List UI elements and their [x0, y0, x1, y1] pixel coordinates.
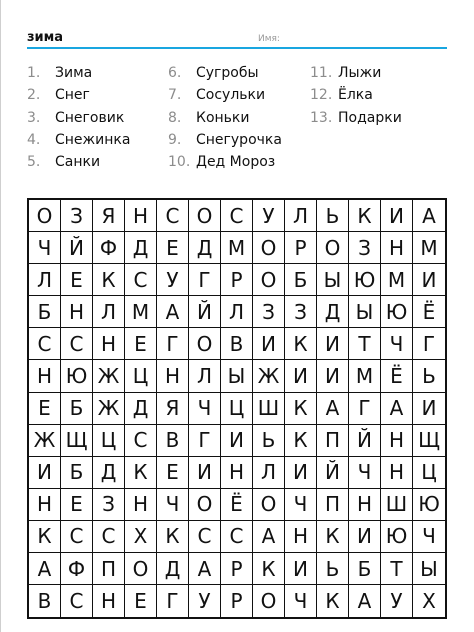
- grid-cell[interactable]: Щ: [61, 425, 93, 457]
- grid-cell[interactable]: А: [253, 521, 285, 553]
- grid-cell[interactable]: Ь: [253, 425, 285, 457]
- grid-cell[interactable]: Ч: [285, 489, 317, 521]
- grid-cell[interactable]: Н: [381, 425, 413, 457]
- grid-cell[interactable]: Й: [61, 232, 93, 264]
- grid-cell[interactable]: К: [317, 585, 349, 617]
- grid-cell[interactable]: Н: [157, 360, 189, 392]
- grid-cell[interactable]: Е: [157, 232, 189, 264]
- grid-cell[interactable]: Ё: [413, 296, 445, 328]
- word-item: 12. Ёлка: [310, 87, 373, 104]
- grid-cell[interactable]: О: [189, 200, 221, 232]
- grid-cell[interactable]: И: [253, 328, 285, 360]
- grid-cell[interactable]: А: [381, 393, 413, 425]
- grid-cell[interactable]: Е: [29, 393, 61, 425]
- grid-cell[interactable]: С: [125, 425, 157, 457]
- grid-cell[interactable]: М: [221, 232, 253, 264]
- grid-cell[interactable]: К: [93, 264, 125, 296]
- grid-cell[interactable]: Д: [125, 393, 157, 425]
- grid-cell[interactable]: Р: [221, 585, 253, 617]
- grid-cell[interactable]: Р: [285, 232, 317, 264]
- grid-cell[interactable]: Н: [349, 489, 381, 521]
- grid-cell[interactable]: Х: [422, 589, 436, 614]
- grid-cell[interactable]: Н: [285, 521, 317, 553]
- grid-cell[interactable]: Н: [93, 328, 125, 360]
- grid-cell[interactable]: Г: [349, 393, 381, 425]
- grid-cell[interactable]: У: [157, 264, 189, 296]
- grid-cell[interactable]: Т: [381, 553, 413, 585]
- grid-cell[interactable]: З: [285, 296, 317, 328]
- grid-cell[interactable]: О: [29, 200, 61, 232]
- grid-cell[interactable]: Е: [125, 585, 157, 617]
- grid-cell[interactable]: П: [93, 553, 125, 585]
- grid-cell[interactable]: А: [317, 393, 349, 425]
- grid-cell[interactable]: Я: [157, 393, 189, 425]
- grid-cell[interactable]: А: [157, 296, 189, 328]
- grid-cell[interactable]: М: [413, 232, 445, 264]
- grid-cell[interactable]: А: [189, 553, 221, 585]
- grid-cell[interactable]: К: [285, 425, 317, 457]
- grid-cell[interactable]: Ц: [413, 457, 445, 489]
- word-item: 6. Сугробы: [168, 65, 259, 81]
- word-list-column-3: [310, 62, 402, 129]
- grid-cell[interactable]: М: [381, 264, 413, 296]
- word-item: 11. Лыжи: [310, 65, 382, 81]
- grid-cell[interactable]: А: [413, 200, 445, 232]
- grid-cell[interactable]: Ю: [381, 521, 413, 553]
- grid-cell[interactable]: К: [157, 521, 189, 553]
- grid-cell[interactable]: Т: [349, 328, 381, 360]
- grid-cell[interactable]: Й: [189, 296, 221, 328]
- grid-cell[interactable]: О: [125, 553, 157, 585]
- grid-cell[interactable]: С: [221, 521, 253, 553]
- grid-cell[interactable]: И: [285, 457, 317, 489]
- grid-cell[interactable]: К: [285, 328, 317, 360]
- grid-cell[interactable]: Ч: [413, 521, 445, 553]
- grid-cell[interactable]: С: [61, 521, 93, 553]
- word-item: 10. Дед Мороз: [168, 154, 276, 171]
- grid-cell[interactable]: Ь: [317, 200, 349, 232]
- grid-cell[interactable]: И: [317, 328, 349, 360]
- grid-cell[interactable]: Й: [317, 457, 349, 489]
- grid-cell[interactable]: Ю: [413, 489, 445, 521]
- word-item: 5. Санки: [27, 154, 101, 171]
- grid-cell[interactable]: С: [221, 200, 253, 232]
- grid-cell[interactable]: Ш: [253, 393, 285, 425]
- grid-cell[interactable]: Ь: [317, 553, 349, 585]
- grid-cell[interactable]: Е: [157, 457, 189, 489]
- grid-cell[interactable]: Ж: [29, 425, 61, 457]
- word-item: 1. Зима: [27, 65, 93, 81]
- grid-cell[interactable]: Н: [29, 489, 61, 521]
- name-field-label: Имя:: [258, 34, 280, 44]
- grid-cell[interactable]: Д: [317, 296, 349, 328]
- grid-cell[interactable]: К: [29, 521, 61, 553]
- grid-cell[interactable]: И: [285, 553, 317, 585]
- word-list-column-2: [168, 62, 282, 173]
- grid-cell[interactable]: Ю: [349, 264, 381, 296]
- grid-cell[interactable]: Г: [189, 425, 221, 457]
- grid-cell[interactable]: Г: [189, 264, 221, 296]
- grid-cell[interactable]: И: [285, 360, 317, 392]
- page-edge: [0, 0, 1, 632]
- grid-cell[interactable]: В: [29, 585, 61, 617]
- grid-cell[interactable]: Ж: [93, 393, 125, 425]
- grid-cell[interactable]: Л: [285, 200, 317, 232]
- grid-cell[interactable]: Б: [285, 264, 317, 296]
- grid-cell[interactable]: Б: [29, 296, 61, 328]
- grid-cell[interactable]: С: [157, 200, 189, 232]
- grid-cell[interactable]: Б: [61, 457, 93, 489]
- grid-cell[interactable]: Н: [221, 457, 253, 489]
- grid-cell[interactable]: Р: [221, 264, 253, 296]
- grid-cell[interactable]: Б: [61, 393, 93, 425]
- grid-cell[interactable]: И: [413, 393, 445, 425]
- grid-cell[interactable]: Д: [125, 232, 157, 264]
- word-list-column-1: [27, 62, 130, 173]
- grid-cell[interactable]: У: [253, 200, 285, 232]
- grid-cell[interactable]: У: [189, 585, 221, 617]
- word-item: 13. Подарки: [310, 109, 402, 126]
- grid-cell[interactable]: Й: [349, 425, 381, 457]
- grid-cell[interactable]: Н: [125, 200, 157, 232]
- grid-cell[interactable]: Г: [157, 328, 189, 360]
- grid-cell[interactable]: Г: [157, 585, 189, 617]
- worksheet-header: [27, 30, 447, 48]
- grid-cell[interactable]: Л: [221, 296, 253, 328]
- grid-cell[interactable]: Д: [157, 553, 189, 585]
- grid-cell[interactable]: М: [125, 296, 157, 328]
- grid-cell[interactable]: К: [253, 553, 285, 585]
- grid-cell[interactable]: Ы: [413, 553, 445, 585]
- grid-cell[interactable]: Б: [349, 553, 381, 585]
- grid-cell[interactable]: Д: [189, 232, 221, 264]
- grid-cell[interactable]: П: [317, 489, 349, 521]
- grid-cell[interactable]: Ч: [285, 585, 317, 617]
- grid-cell[interactable]: Ц: [125, 360, 157, 392]
- grid-cell[interactable]: Ж: [93, 360, 125, 392]
- word-list: [27, 62, 457, 182]
- grid-cell[interactable]: Ч: [381, 328, 413, 360]
- grid-cell[interactable]: Е: [61, 489, 93, 521]
- grid-cell[interactable]: О: [253, 264, 285, 296]
- grid-cell[interactable]: О: [189, 328, 221, 360]
- grid-cell[interactable]: Н: [381, 232, 413, 264]
- grid-cell[interactable]: Л: [29, 264, 61, 296]
- grid-cell[interactable]: Ь: [413, 360, 445, 392]
- word-item: 7. Сосульки: [168, 87, 266, 104]
- grid-cell[interactable]: Ю: [61, 360, 93, 392]
- grid-cell[interactable]: Л: [93, 296, 125, 328]
- grid-cell[interactable]: С: [29, 328, 61, 360]
- grid-cell[interactable]: А: [349, 585, 381, 617]
- grid-cell[interactable]: В: [221, 328, 253, 360]
- grid-cell[interactable]: П: [317, 425, 349, 457]
- grid-cell[interactable]: Ц: [93, 425, 125, 457]
- grid-cell[interactable]: Л: [189, 360, 221, 392]
- grid-cell[interactable]: К: [317, 521, 349, 553]
- grid-cell[interactable]: Н: [381, 457, 413, 489]
- grid-cell[interactable]: Н: [29, 360, 61, 392]
- grid-cell[interactable]: И: [349, 521, 381, 553]
- grid-cell[interactable]: Р: [221, 553, 253, 585]
- word-item: 9. Снегурочка: [168, 131, 282, 148]
- grid-cell[interactable]: Ё: [221, 489, 253, 521]
- grid-cell[interactable]: А: [29, 553, 61, 585]
- grid-cell[interactable]: Ч: [349, 457, 381, 489]
- grid-cell[interactable]: О: [253, 585, 285, 617]
- grid-cell[interactable]: С: [189, 521, 221, 553]
- grid-cell[interactable]: О: [253, 489, 285, 521]
- grid-cell[interactable]: О: [189, 489, 221, 521]
- grid-cell[interactable]: С: [61, 585, 93, 617]
- word-item: 3. Снеговик: [27, 109, 125, 126]
- grid-cell[interactable]: З: [61, 200, 93, 232]
- grid-cell[interactable]: М: [349, 360, 381, 392]
- worksheet-title: зима: [27, 30, 64, 45]
- grid-cell[interactable]: Щ: [413, 425, 445, 457]
- grid-cell[interactable]: К: [125, 457, 157, 489]
- grid-cell[interactable]: И: [221, 425, 253, 457]
- grid-cell[interactable]: Ф: [61, 553, 93, 585]
- word-item: 2. Снег: [27, 87, 90, 104]
- grid-cell[interactable]: Я: [93, 200, 125, 232]
- grid-cell[interactable]: Л: [253, 457, 285, 489]
- grid-cell[interactable]: К: [349, 200, 381, 232]
- grid-cell[interactable]: Ж: [253, 360, 285, 392]
- grid-cell[interactable]: Ц: [221, 393, 253, 425]
- grid-cell[interactable]: Ч: [29, 232, 61, 264]
- grid-cell[interactable]: Ы: [221, 360, 253, 392]
- grid-cell[interactable]: Ю: [381, 296, 413, 328]
- grid-cell[interactable]: С: [93, 521, 125, 553]
- grid-cell[interactable]: Ч: [157, 489, 189, 521]
- grid-cell[interactable]: Д: [93, 457, 125, 489]
- grid-cell[interactable]: И: [189, 457, 221, 489]
- grid-cell[interactable]: Ё: [381, 360, 413, 392]
- grid-cell[interactable]: Е: [61, 264, 93, 296]
- grid-cell[interactable]: Н: [93, 585, 125, 617]
- grid-cell[interactable]: У: [381, 585, 413, 617]
- word-item: 4. Снежинка: [27, 131, 131, 148]
- grid-cell[interactable]: С: [125, 264, 157, 296]
- grid-cell[interactable]: Ы: [317, 264, 349, 296]
- header-divider: [27, 47, 447, 49]
- grid-cell[interactable]: Х: [125, 521, 157, 553]
- grid-cell[interactable]: О: [253, 232, 285, 264]
- grid-cell[interactable]: К: [285, 393, 317, 425]
- word-item: 8. Коньки: [168, 109, 250, 126]
- grid-cell[interactable]: Г: [413, 328, 445, 360]
- grid-cell[interactable]: З: [253, 296, 285, 328]
- grid-cell[interactable]: Е: [125, 328, 157, 360]
- grid-cell[interactable]: З: [349, 232, 381, 264]
- grid-cell[interactable]: Ы: [349, 296, 381, 328]
- grid-cell[interactable]: Ш: [381, 489, 413, 521]
- grid-cell[interactable]: И: [29, 457, 61, 489]
- grid-cell[interactable]: И: [317, 360, 349, 392]
- grid-cell[interactable]: Н: [61, 296, 93, 328]
- word-search-grid: [27, 198, 447, 619]
- grid-cell[interactable]: Ч: [189, 393, 221, 425]
- grid-cell[interactable]: С: [61, 328, 93, 360]
- grid-cell[interactable]: И: [413, 264, 445, 296]
- grid-cell[interactable]: З: [93, 489, 125, 521]
- grid-cell[interactable]: И: [381, 200, 413, 232]
- grid-cell[interactable]: О: [317, 232, 349, 264]
- grid-cell[interactable]: Ф: [93, 232, 125, 264]
- grid-cell[interactable]: В: [157, 425, 189, 457]
- grid-cell[interactable]: Н: [125, 489, 157, 521]
